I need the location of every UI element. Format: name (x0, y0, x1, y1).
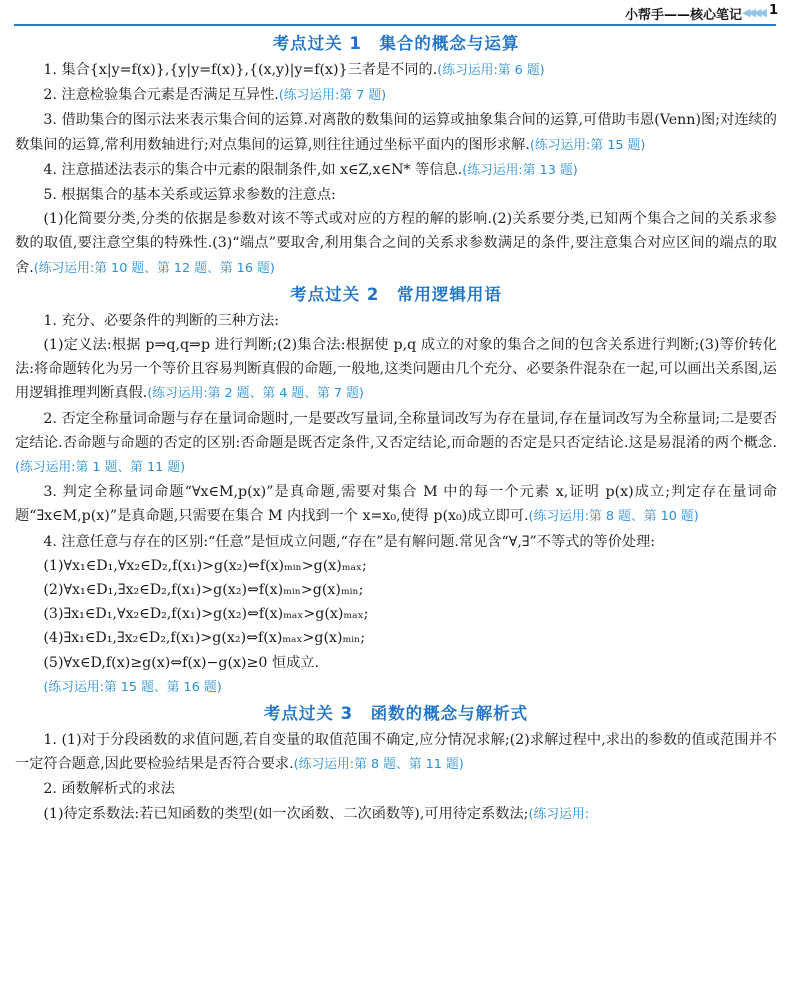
paragraph: 1. 充分、必要条件的判断的三种方法: (43, 312, 280, 329)
paragraph: 4. 注意任意与存在的区别:“任意”是恒成立问题,“存在”是有解问题.常见含“∀,∃”不等式的等价处理: (43, 533, 656, 550)
practice-reference: (练习运用:第 1 题、第 11 题) (15, 460, 186, 476)
section-title: 考点过关 2 常用逻辑用语 (290, 284, 502, 304)
arrow-left-icon: ◀◀◀◀ (742, 6, 764, 19)
paragraph: 3. 借助集合的图示法来表示集合间的运算.对离散的数集间的运算或抽象集合间的运算,可借助韦恩(Venn)图;对连续的数集间的运算,常利用数轴进行;对点集间的运算,则往往通过坐标平面内的图形求解.(练习运用:第 15 题) (15, 112, 777, 153)
formula-line: (1)∀x₁∈D₁,∀x₂∈D₂,f(x₁)>g(x₂)⇔f(x)ₘᵢₙ>g(x)ₘₐₓ; (43, 557, 367, 574)
practice-reference: (练习运用:第 7 题) (278, 88, 387, 104)
practice-reference: (练习运用: (528, 806, 589, 822)
practice-reference: (练习运用:第 13 题) (462, 162, 578, 178)
section-title: 考点过关 1 集合的概念与运算 (272, 34, 520, 53)
section-title: 考点过关 3 函数的概念与解析式 (263, 704, 529, 724)
practice-reference: (练习运用:第 8 题、第 11 题) (293, 757, 464, 773)
paragraph: 1. 集合{x|y=f(x)},{y|y=f(x)},{(x,y)|y=f(x)}三者是不同的.(练习运用:第 6 题) (43, 62, 545, 78)
content (15, 30, 777, 827)
formula-line: (5)∀x∈D,f(x)≥g(x)⇔f(x)−g(x)≥0 恒成立. (43, 654, 320, 671)
header-title: 小帮手——核心笔记 (624, 8, 742, 23)
formula-line: (2)∀x₁∈D₁,∃x₂∈D₂,f(x₁)>g(x₂)⇔f(x)ₘᵢₙ>g(x)ₘᵢₙ; (43, 582, 364, 599)
practice-reference: (练习运用:第 15 题) (529, 137, 646, 153)
formula-line: (3)∃x₁∈D₁,∀x₂∈D₂,f(x₁)>g(x₂)⇔f(x)ₘₐₓ>g(x)ₘₐₓ; (43, 606, 369, 623)
paragraph (15, 675, 777, 700)
paragraph: 1. (1)对于分段函数的求值问题,若自变量的取值范围不确定,应分情况求解;(2)求解过程中,求出的参数的值或范围并不一定符合题意,因此要检验结果是否符合要求.(练习运用:第 8 题、第 11 题) (15, 732, 777, 773)
page-number: 1 (768, 3, 778, 18)
paragraph: 2. 注意检验集合元素是否满足互异性.(练习运用:第 7 题) (43, 87, 387, 104)
page-header (0, 0, 790, 26)
header-divider (14, 24, 776, 26)
paragraph: (1)待定系数法:若已知函数的类型(如一次函数、二次函数等),可用待定系数法;(练习运用: (43, 805, 589, 822)
paragraph: 2. 函数解析式的求法 (43, 781, 175, 798)
practice-reference: (练习运用:第 8 题、第 10 题) (528, 509, 699, 525)
practice-reference: (练习运用:第 6 题) (437, 63, 545, 78)
paragraph: (1)化简要分类,分类的依据是参数对该不等式或对应的方程的解的影响.(2)关系要分类,已知两个集合之间的关系求参数的取值,要注意空集的特殊性.(3)“端点”要取舍,利用集合之间的关系求参数满足的条件,要注意集合对应区间的端点的取舍.(练习运用:第 10 题、第 12 题、第 16 题) (15, 211, 777, 276)
paragraph: 3. 判定全称量词命题“∀x∈M,p(x)”是真命题,需要对集合 M 中的每一个元素 x,证明 p(x)成立;判定存在量词命题“∃x∈M,p(x)”是真命题,只需要在集合 M 内找到一个 x=x₀,使得 p(x₀)成立即可.(练习运用:第 8 题、第 10 题) (15, 484, 777, 525)
paragraph: 5. 根据集合的基本关系或运算求参数的注意点: (43, 187, 336, 204)
practice-reference: (练习运用:第 2 题、第 4 题、第 7 题) (147, 386, 364, 402)
paragraph: 2. 否定全称量词命题与存在量词命题时,一是要改写量词,全称量词改写为存在量词,存在量词改写为全称量词;二是要否定结论.否命题与命题的否定的区别:否命题是既否定条件,又否定结论,而命题的否定是只否定结论.这是易混淆的两个概念.(练习运用:第 1 题、第 11 题) (15, 410, 777, 476)
practice-reference: (练习运用:第 15 题、第 16 题) (43, 679, 222, 695)
practice-reference: (练习运用:第 10 题、第 12 题、第 16 题) (33, 260, 275, 276)
paragraph: 4. 注意描述法表示的集合中元素的限制条件,如 x∈Z,x∈N* 等信息.(练习运用:第 13 题) (43, 161, 578, 178)
paragraph: (1)定义法:根据 p⇒q,q⇒p 进行判断;(2)集合法:根据使 p,q 成立的对象的集合之间的包含关系进行判断;(3)等价转化法:将命题转化为另一个等价且容易判断真假的命题,一般地,这类问题由几个充分、必要条件混杂在一起,可以画出关系图,运用逻辑推理判断真假.(练习运用:第 2 题、第 4 题、第 7 题) (15, 337, 777, 402)
formula-line: (4)∃x₁∈D₁,∃x₂∈D₂,f(x₁)>g(x₂)⇔f(x)ₘₐₓ>g(x)ₘᵢₙ; (43, 630, 366, 647)
